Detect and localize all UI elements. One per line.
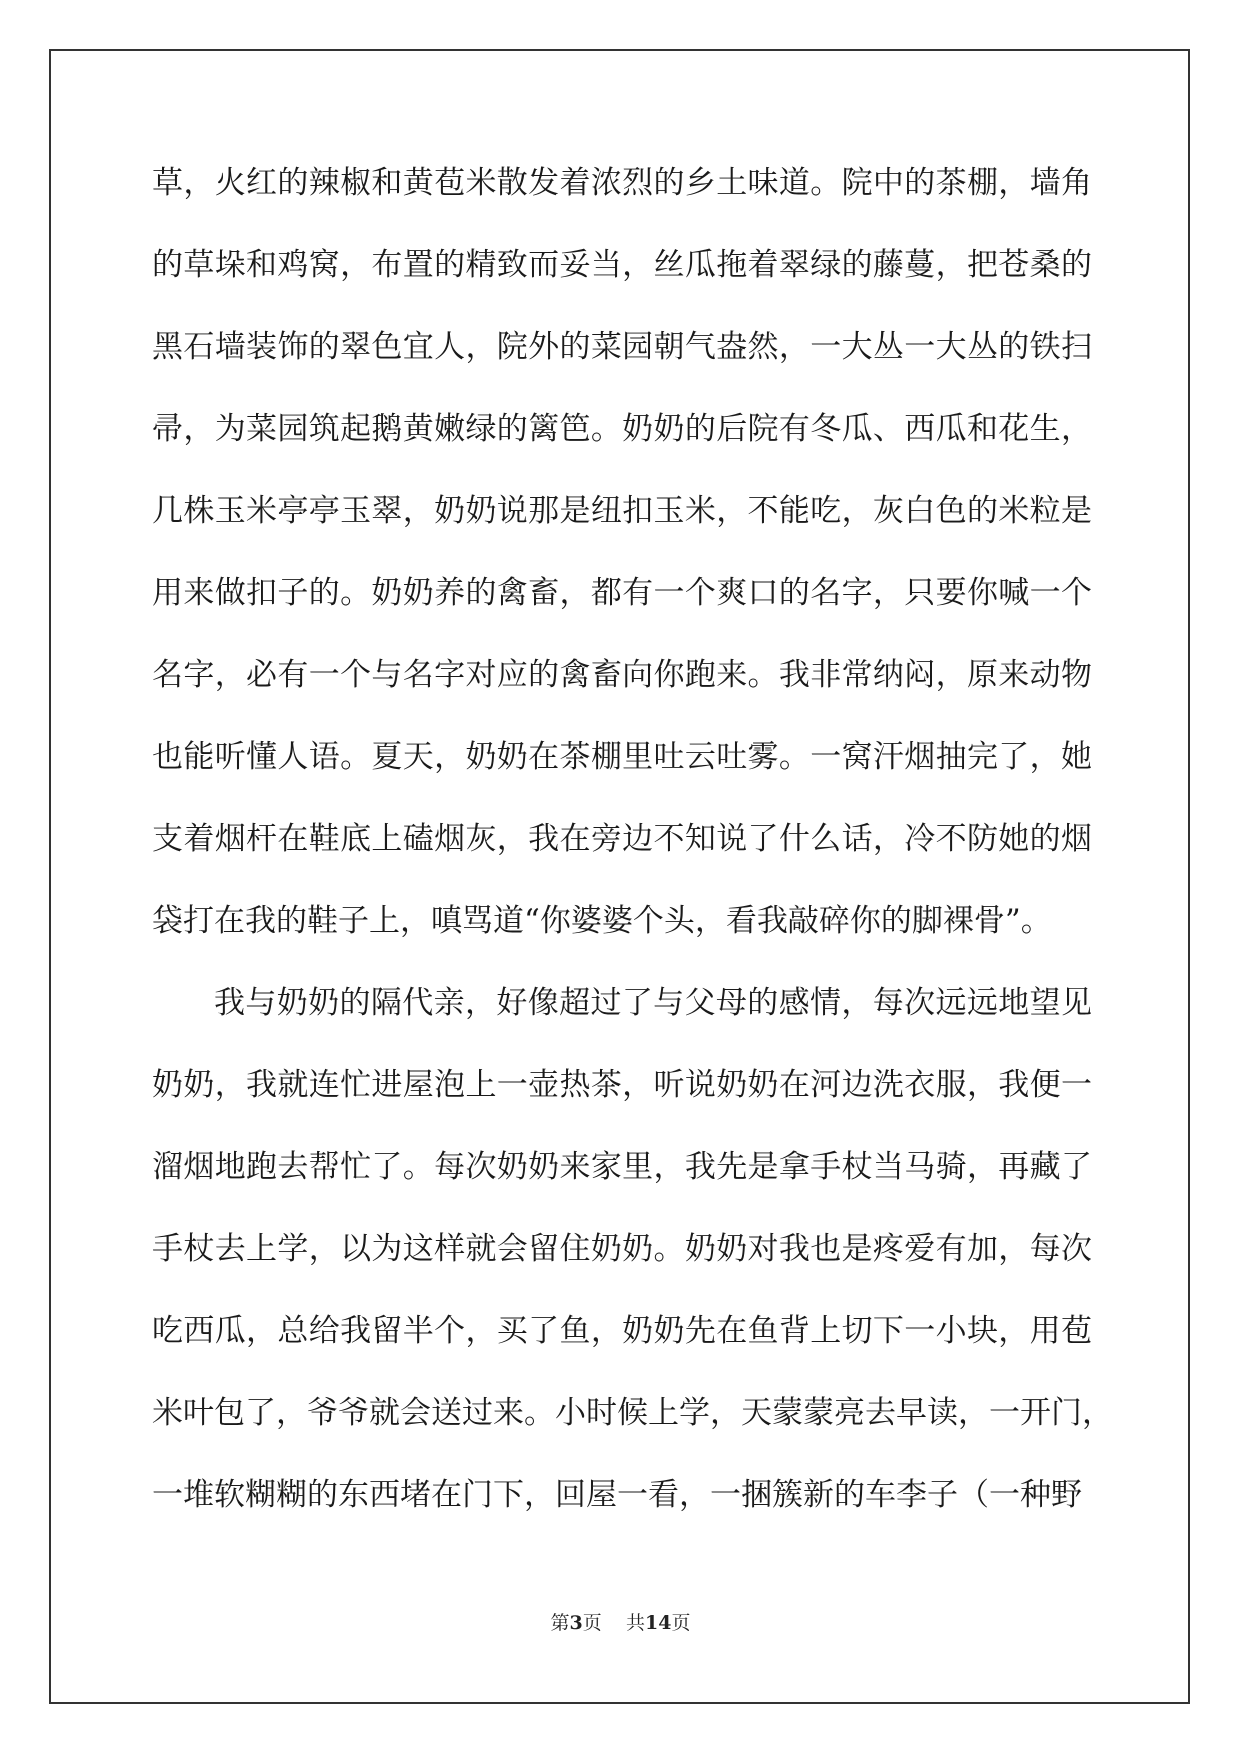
footer-total-pages: 14	[644, 1612, 672, 1634]
text-line: 草，火红的辣椒和黄苞米散发着浓烈的乡土味道。院中的茶棚，墙角	[152, 165, 1092, 201]
text-line: 溜烟地跑去帮忙了。每次奶奶来家里，我先是拿手杖当马骑，再藏了	[152, 1149, 1092, 1185]
footer-total-prefix: 共	[625, 1612, 645, 1634]
text-line: 几株玉米亭亭玉翠，奶奶说那是纽扣玉米，不能吃，灰白色的米粒是	[152, 493, 1092, 529]
footer-page-number: 3	[569, 1612, 583, 1634]
text-line: 也能听懂人语。夏天，奶奶在茶棚里吐云吐雾。一窝汗烟抽完了，她	[152, 739, 1092, 775]
text-line: 黑石墙装饰的翠色宜人，院外的菜园朝气盎然，一大丛一大丛的铁扫	[152, 329, 1092, 365]
text-line: 吃西瓜，总给我留半个，买了鱼，奶奶先在鱼背上切下一小块，用苞	[152, 1313, 1092, 1349]
footer-page-suffix: 页	[582, 1612, 602, 1634]
text-line: 袋打在我的鞋子上，嗔骂道“你婆婆个头，看我敲碎你的脚裸骨”。	[152, 903, 1052, 939]
text-line: 一堆软糊糊的东西堵在门下，回屋一看，一捆簇新的车李子（一种野	[152, 1477, 1082, 1513]
text-line: 奶奶，我就连忙进屋泡上一壶热茶，听说奶奶在河边洗衣服，我便一	[152, 1067, 1092, 1103]
footer-total-suffix: 页	[671, 1612, 691, 1634]
document-body	[152, 160, 1113, 1554]
footer-page-prefix: 第	[550, 1612, 570, 1634]
page-footer	[0, 1608, 1241, 1635]
text-line: 我与奶奶的隔代亲，好像超过了与父母的感情，每次远远地望见	[214, 985, 1092, 1021]
text-line: 名字，必有一个与名字对应的禽畜向你跑来。我非常纳闷，原来动物	[152, 657, 1092, 693]
text-line: 用来做扣子的。奶奶养的禽畜，都有一个爽口的名字，只要你喊一个	[152, 575, 1092, 611]
text-line: 米叶包了，爷爷就会送过来。小时候上学，天蒙蒙亮去早读，一开门，	[152, 1395, 1113, 1431]
text-line: 帚，为菜园筑起鹅黄嫩绿的篱笆。奶奶的后院有冬瓜、西瓜和花生，	[152, 411, 1092, 447]
text-line: 手杖去上学，以为这样就会留住奶奶。奶奶对我也是疼爱有加，每次	[152, 1231, 1092, 1267]
text-line: 支着烟杆在鞋底上磕烟灰，我在旁边不知说了什么话，冷不防她的烟	[152, 821, 1092, 857]
text-line: 的草垛和鸡窝，布置的精致而妥当，丝瓜拖着翠绿的藤蔓，把苍桑的	[152, 247, 1092, 283]
